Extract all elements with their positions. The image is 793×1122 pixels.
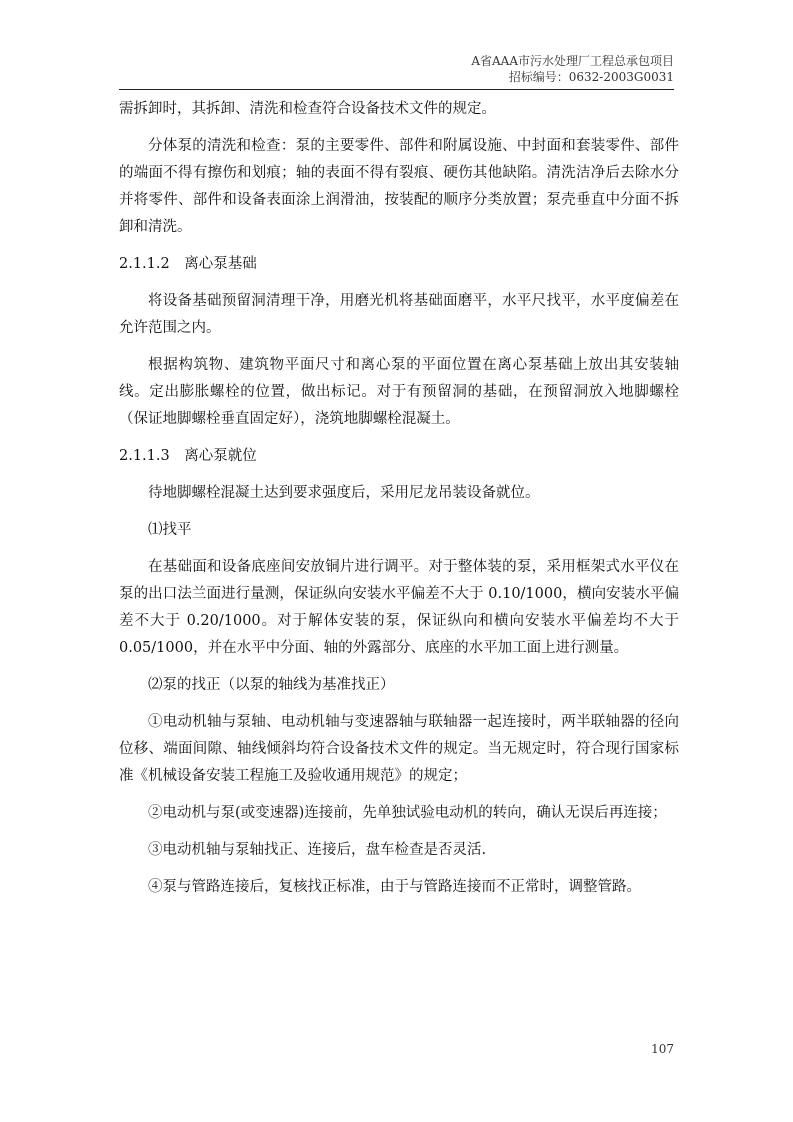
paragraph-pipe-connection: ④泵与管路连接后，复核找正标准，由于与管路连接而不正常时，调整管路。 [148, 879, 641, 895]
list-item-leveling: ⑴找平 [148, 522, 192, 538]
section-title: 离心泵就位 [184, 448, 257, 464]
section-heading-pump-positioning [119, 443, 679, 470]
paragraph-motor-direction-test: ②电动机与泵(或变速器)连接前，先单独试验电动机的转向，确认无误后再连接； [148, 805, 667, 821]
section-number: 2.1.1.2 [119, 256, 170, 272]
list-item-alignment: ⑵泵的找正（以泵的轴线为基准找正） [148, 677, 395, 693]
section-title: 离心泵基础 [184, 256, 257, 272]
paragraph-split-pump-cleaning: 分体泵的清洗和检查：泵的主要零件、部件和附属设施、中封面和套装零件、部件的端面不得有擦伤和划痕；轴的表面不得有裂痕、硬伤其他缺陷。清洗洁净后去除水分并将零件、部件和设备表面涂上润滑油，按装配的顺序分类放置；泵壳垂直中分面不拆卸和清洗。 [119, 138, 679, 235]
paragraph-leveling-details: 在基础面和设备底座间安放铜片进行调平。对于整体装的泵，采用框架式水平仪在泵的出口法兰面进行量测，保证纵向安装水平偏差不大于 0.10/1000，横向安装水平偏差不大于 0.20/1000。对于解体安装的泵，保证纵向和横向安装水平偏差均不大于 0.05/1000，并在水平中分面、轴的外露部分、底座的水平加工面上进行测量。 [119, 559, 679, 656]
paragraph-rotation-check: ③电动机轴与泵轴找正、连接后，盘车检查是否灵活. [148, 842, 487, 858]
paragraph-disassembly: 需拆卸时，其拆卸、清洗和检查符合设备技术文件的规定。 [119, 101, 496, 117]
header-divider [119, 89, 674, 90]
document-body [119, 96, 679, 911]
paragraph-axis-setting: 根据构筑物、建筑物平面尺寸和离心泵的平面位置在离心泵基础上放出其安装轴线。定出膨胀螺栓的位置，做出标记。对于有预留洞的基础，在预留洞放入地脚螺栓（保证地脚螺栓垂直固定好），浇筑地脚螺栓混凝土。 [119, 357, 679, 427]
paragraph-foundation-cleaning: 将设备基础预留洞清理干净，用磨光机将基础面磨平，水平尺找平，水平度偏差在允许范围之内。 [119, 293, 679, 336]
paragraph-coupling-alignment: ①电动机轴与泵轴、电动机轴与变速器轴与联轴器一起连接时，两半联轴器的径向位移、端面间隙、轴线倾斜均符合设备技术文件的规定。当无规定时，符合现行国家标准《机械设备安装工程施工及验收通用规范》的规定； [119, 714, 679, 784]
section-number: 2.1.1.3 [119, 448, 170, 464]
header-project-title: A省AAA市污水处理厂工程总承包项目 [471, 54, 674, 68]
page-number: 107 [651, 1042, 674, 1056]
header-tender-number: 招标编号：0632-2003G0031 [508, 70, 674, 84]
page-header [471, 53, 674, 85]
paragraph-lifting: 待地脚螺栓混凝土达到要求强度后，采用尼龙吊装设备就位。 [148, 485, 540, 501]
section-heading-pump-foundation [119, 251, 679, 278]
